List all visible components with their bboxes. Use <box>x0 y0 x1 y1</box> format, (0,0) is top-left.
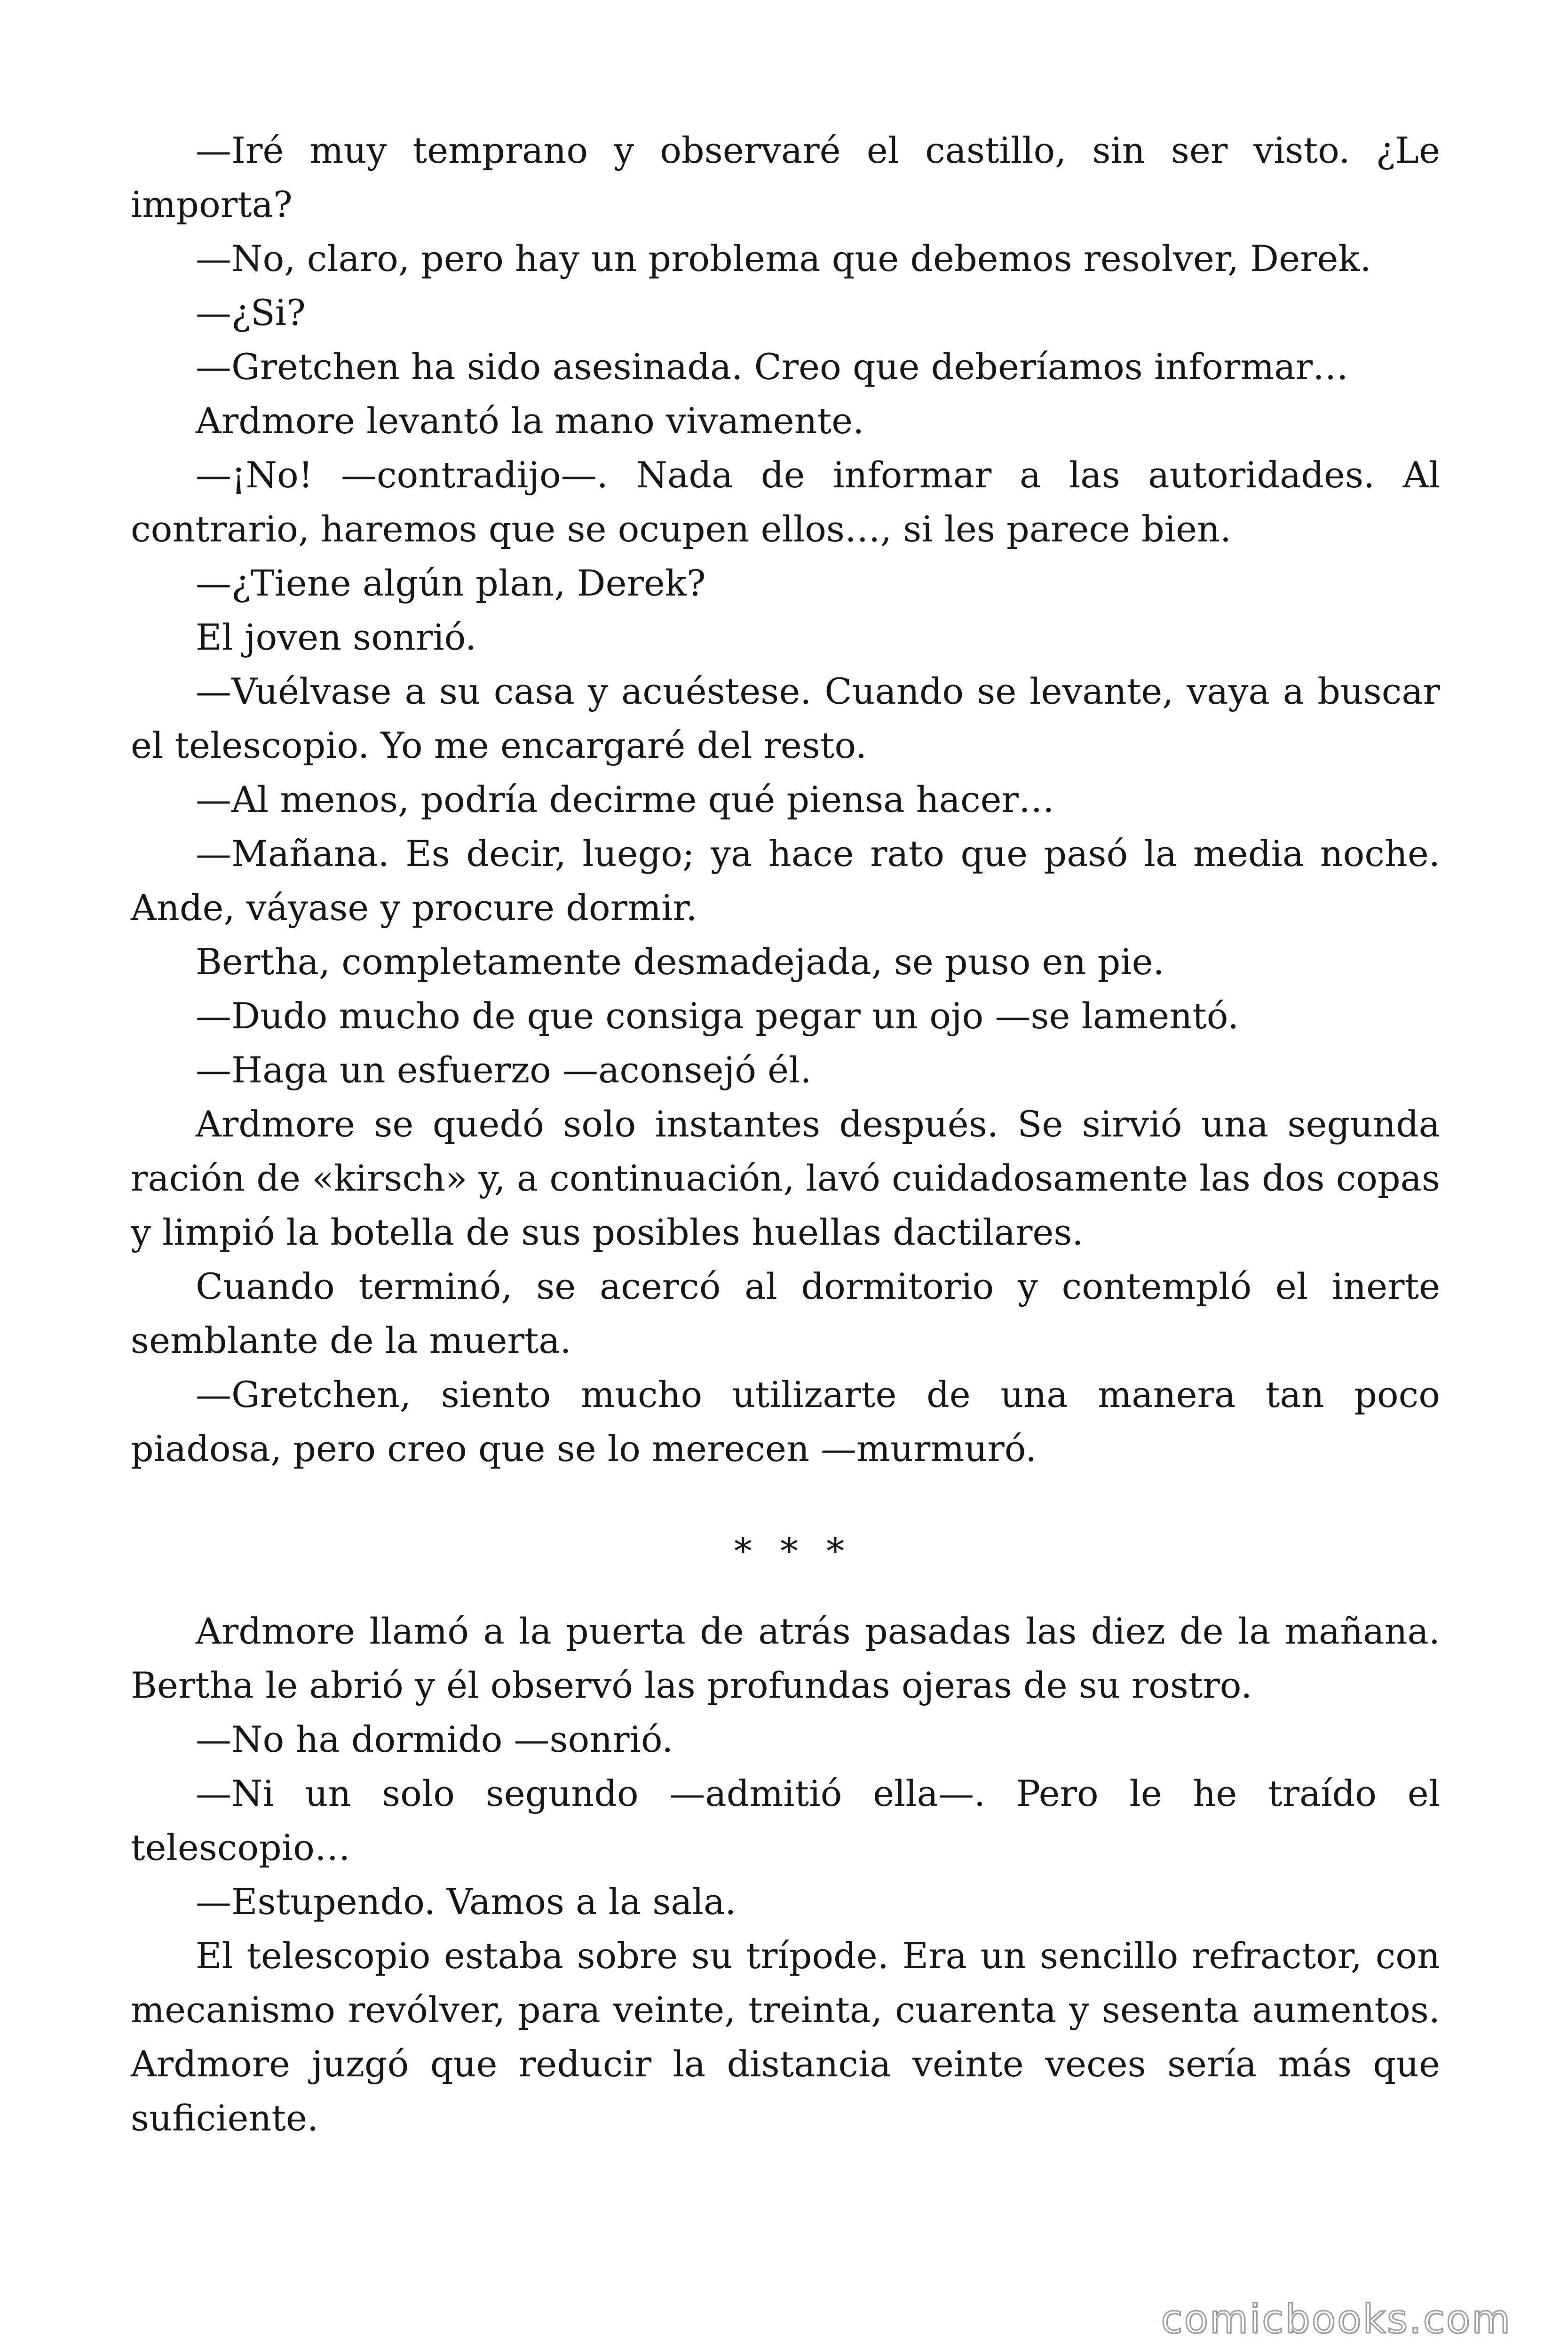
paragraph: El joven sonrió. <box>196 616 477 658</box>
paragraph: —¿Tiene algún plan, Derek? <box>196 562 706 604</box>
paragraph: —Mañana. Es decir, luego; ya hace rato que pasó la media noche. Ande, váyase y procure dormir. <box>131 833 1440 929</box>
paragraph: Bertha, completamente desmadejada, se puso en pie. <box>196 941 1164 983</box>
paragraph: —¡No! —contradijo—. Nada de informar a las autoridades. Al contrario, haremos que se ocupen ellos…, si les parece bien. <box>131 454 1440 550</box>
paragraph: —No ha dormido —sonrió. <box>196 1718 673 1760</box>
section-separator: * * * <box>734 1530 853 1572</box>
paragraph: Ardmore se quedó solo instantes después. Se sirvió una segunda ración de «kirsch» y, a continuación, lavó cuidadosamente las dos copas y limpió la botella de sus posibles huellas dactilares. <box>131 1103 1440 1253</box>
paragraph: Ardmore levantó la mano vivamente. <box>196 400 864 442</box>
watermark: comicbooks.com <box>1161 2296 1512 2342</box>
paragraph: Ardmore llamó a la puerta de atrás pasadas las diez de la mañana. Bertha le abrió y él observó las profundas ojeras de su rostro. <box>131 1610 1440 1706</box>
paragraph: —Al menos, podría decirme qué piensa hacer… <box>196 779 1054 820</box>
paragraph: —Gretchen ha sido asesinada. Creo que deberíamos informar… <box>196 346 1349 388</box>
paragraph: Cuando terminó, se acercó al dormitorio y contempló el inerte semblante de la muerta. <box>131 1265 1440 1361</box>
paragraph: —Haga un esfuerzo —aconsejó él. <box>196 1049 812 1091</box>
text-section-1 <box>131 123 1440 1476</box>
paragraph: —Estupendo. Vamos a la sala. <box>196 1881 736 1923</box>
paragraph: —No, claro, pero hay un problema que debemos resolver, Derek. <box>196 238 1371 279</box>
paragraph: —¿Si? <box>196 292 306 334</box>
text-section-2 <box>131 1604 1440 2145</box>
paragraph: El telescopio estaba sobre su trípode. Era un sencillo refractor, con mecanismo revólver, para veinte, treinta, cuarenta y sesenta aumentos. Ardmore juzgó que reducir la distancia veinte veces sería más que suficiente. <box>131 1935 1440 2139</box>
paragraph: —Gretchen, siento mucho utilizarte de una manera tan poco piadosa, pero creo que se lo merecen —murmuró. <box>131 1374 1440 1470</box>
paragraph: —Iré muy temprano y observaré el castillo, sin ser visto. ¿Le importa? <box>131 129 1440 225</box>
paragraph: —Vuélvase a su casa y acuéstese. Cuando se levante, vaya a buscar el telescopio. Yo me encargaré del resto. <box>131 670 1440 766</box>
paragraph: —Dudo mucho de que consiga pegar un ojo —se lamentó. <box>196 995 1239 1037</box>
paragraph: —Ni un solo segundo —admitió ella—. Pero le he traído el telescopio… <box>131 1772 1440 1868</box>
